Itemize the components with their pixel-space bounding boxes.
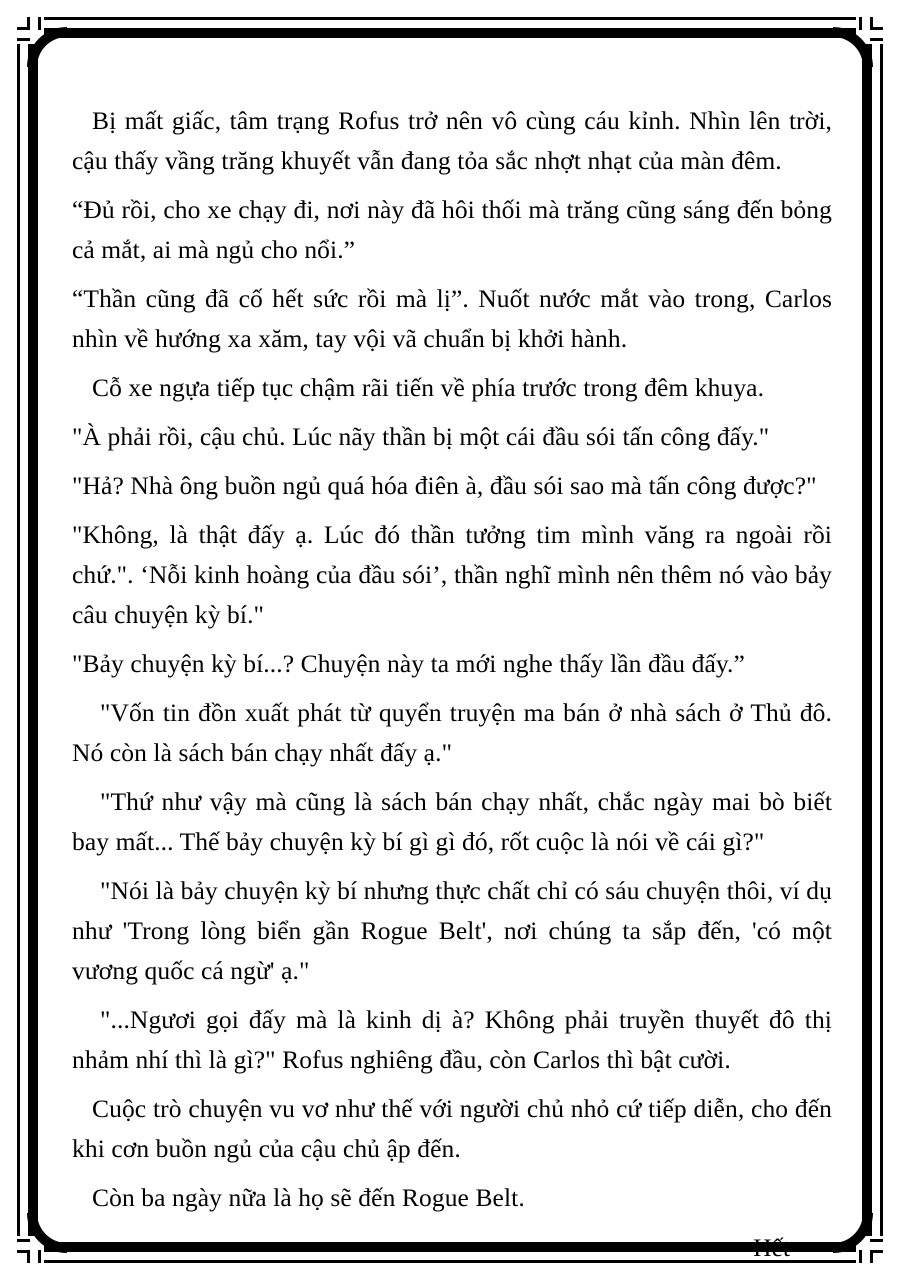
corner-ornament-bottom-left [10, 1208, 72, 1270]
corner-tick [17, 27, 30, 30]
corner-ornament-top-right [828, 10, 890, 72]
corner-ornament-bottom-right [828, 1208, 890, 1270]
paragraph: “Đủ rồi, cho xe chạy đi, nơi này đã hôi thối mà trăng cũng sáng đến bỏng cả mắt, ai mà ngủ cho nổi.” [72, 195, 832, 264]
end-mark: Hết [753, 1233, 790, 1262]
paragraph: "Nói là bảy chuyện kỳ bí nhưng thực chất chỉ có sáu chuyện thôi, ví dụ như 'Trong lòng biển gần Rogue Belt', nơi chúng ta sắp đến, 'có một vương quốc cá ngừ' ạ." [72, 876, 832, 985]
paragraph: "...Ngươi gọi đấy mà là kinh dị à? Không phải truyền thuyết đô thị nhảm nhí thì là gì?" Rofus nghiêng đầu, còn Carlos thì bật cười. [72, 1005, 832, 1074]
corner-tick [38, 1250, 41, 1263]
paragraph: "Hả? Nhà ông buồn ngủ quá hóa điên à, đầu sói sao mà tấn công được?" [72, 471, 817, 500]
paragraph: Còn ba ngày nữa là họ sẽ đến Rogue Belt. [92, 1183, 525, 1212]
corner-knockout [10, 10, 44, 44]
corner-knockout [856, 10, 890, 44]
paragraph: "Vốn tin đồn xuất phát từ quyển truyện ma bán ở nhà sách ở Thủ đô. Nó còn là sách bán chạy nhất đấy ạ." [72, 698, 832, 767]
corner-tick [27, 1250, 30, 1263]
corner-tick [17, 1250, 30, 1253]
corner-tick [27, 17, 30, 30]
corner-tick [870, 27, 883, 30]
corner-tick [859, 1250, 862, 1263]
corner-tick [859, 17, 862, 30]
corner-arc [27, 1213, 67, 1253]
paragraph: Cuộc trò chuyện vu vơ như thế với người chủ nhỏ cứ tiếp diễn, cho đến khi cơn buồn ngủ của cậu chủ ập đến. [72, 1094, 832, 1163]
corner-knockout [10, 1236, 44, 1270]
corner-arc [27, 27, 67, 67]
corner-tick [870, 1250, 873, 1263]
corner-arc [833, 1213, 873, 1253]
page-text-body [72, 101, 832, 1268]
corner-tick [38, 17, 41, 30]
corner-tick [870, 1239, 883, 1242]
paragraph: "À phải rồi, cậu chủ. Lúc nãy thần bị một cái đầu sói tấn công đấy." [72, 422, 770, 451]
paragraph: "Không, là thật đấy ạ. Lúc đó thần tưởng tim mình văng ra ngoài rồi chứ.". ‘Nỗi kinh hoàng của đầu sói’, thần nghĩ mình nên thêm nó vào bảy câu chuyện kỳ bí." [72, 520, 832, 629]
corner-knockout [856, 1236, 890, 1270]
corner-tick [17, 1239, 30, 1242]
paragraph: "Thứ như vậy mà cũng là sách bán chạy nhất, chắc ngày mai bò biết bay mất... Thế bảy chuyện kỳ bí gì gì đó, rốt cuộc là nói về cái gì?" [72, 787, 832, 856]
paragraph: Cỗ xe ngựa tiếp tục chậm rãi tiến về phía trước trong đêm khuya. [92, 373, 765, 402]
corner-tick [17, 38, 30, 41]
paragraph: “Thần cũng đã cố hết sức rồi mà lị”. Nuốt nước mắt vào trong, Carlos nhìn về hướng xa xăm, tay vội vã chuẩn bị khởi hành. [72, 284, 832, 353]
paragraph: Bị mất giấc, tâm trạng Rofus trở nên vô cùng cáu kỉnh. Nhìn lên trời, cậu thấy vầng trăng khuyết vẫn đang tỏa sắc nhợt nhạt của màn đêm. [72, 106, 832, 175]
corner-tick [870, 17, 873, 30]
corner-tick [870, 1250, 883, 1253]
corner-tick [870, 38, 883, 41]
paragraph: "Bảy chuyện kỳ bí...? Chuyện này ta mới nghe thấy lần đầu đấy.” [72, 649, 745, 678]
corner-ornament-top-left [10, 10, 72, 72]
corner-arc [833, 27, 873, 67]
